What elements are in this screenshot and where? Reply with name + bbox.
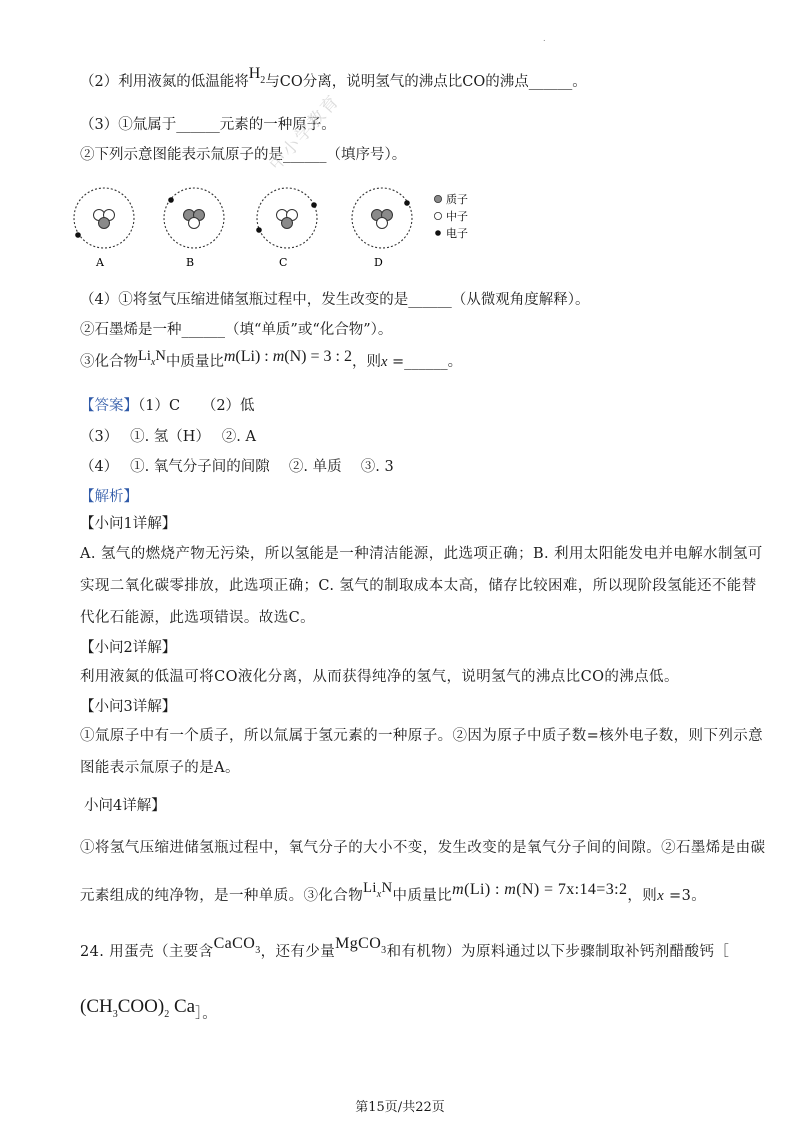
a4-pre: 元素组成的纯净物，是一种单质。③化合物 [80,888,364,904]
question-2 [80,65,587,91]
legend [434,192,468,240]
lixn-formula [138,348,166,368]
a4-value: = 7x:14=3:2 [539,881,628,898]
label-a: A [96,256,104,269]
mgco-subscript: 3 [381,945,387,956]
formula-part-a: (CH [80,996,113,1017]
subquestion-4-heading: 小问4详解】 [84,798,166,814]
label-c: C [279,256,288,269]
atom-d [352,188,412,269]
a4-m1: m [452,881,465,898]
caco3-formula [213,935,261,956]
eq-value: = 3 : 2 [306,348,352,365]
x-variable: x [380,354,388,370]
page-footer: 第15页/共22页 [355,1100,445,1115]
a4-x-variable: x [657,888,665,904]
a4-mid: 中质量比 [392,888,453,904]
q4-3-pre: ③化合物 [80,354,138,370]
watermark: 中小学教育 [265,90,345,175]
question-24-line-1 [80,935,730,961]
stray-dot: . [543,34,546,43]
answer-text-1: （1）C （2）低 [138,398,255,414]
analysis-tag: 【解析】 [80,489,138,505]
a4-x-subscript: x [376,889,382,900]
eq-m2: m [272,348,285,365]
question-4-part1: （4）①将氢气压缩进储氢瓶过程中，发生改变的是______（从微观角度解释）。 [80,292,590,308]
question-4-part2: ②石墨烯是一种______（填“单质”或“化合物”）。 [80,322,393,338]
atom-a [74,188,134,269]
q2-text-pre: （2）利用液氮的低温能将 [80,74,249,90]
answer-tag: 【答案】 [80,398,138,414]
analysis-4-line-1: ①将氢气压缩进储氢瓶过程中，氧气分子的大小不变，发生改变的是氧气分子间的间隙。②石墨烯是由碳 [80,840,766,856]
answer-line-1 [80,398,255,415]
n-symbol: N [155,348,166,364]
subquestion-2-heading: 【小问2详解】 [80,640,177,656]
x-subscript: x [150,357,156,368]
a4-end: =3。 [664,888,707,904]
q24-pre: 24. 用蛋壳（主要含 [80,944,214,960]
formula-sub-1: 3 [112,1009,118,1020]
a4-n: (N) [516,881,540,898]
a4-li: (Li) [464,881,491,898]
analysis-1-line-3: 代化石能源，此选项错误。故选C。 [80,610,315,626]
neutron-legend-icon [434,212,441,219]
h2-formula [248,65,266,86]
atom-b [164,188,224,269]
analysis-2-line-1: 利用液氮的低温可将CO液化分离，从而获得纯净的氢气，说明氢气的沸点比CO的沸点低。 [80,669,679,685]
label-d: D [374,256,383,269]
a4-then: ，则 [627,888,658,904]
question-3-part2: ②下列示意图能表示氚原子的是______（填序号）。 [80,147,407,163]
answer-line-3: （4） ①. 氧气分子间的间隙 ②. 单质 ③. 3 [80,459,394,475]
eq-li: (Li) [235,348,261,365]
a4-n-symbol: N [381,880,393,896]
question-24-line-2 [80,996,217,1022]
proton-legend-icon [434,195,441,202]
q24-close: ］。 [195,1006,217,1022]
atom-c [256,188,317,269]
q4-3-mid: 中质量比 [165,354,224,370]
formula-sub-2: 2 [164,1009,170,1020]
eq-colon: : [260,348,273,365]
caco-symbol: CaCO [213,935,256,952]
answer-line-2: （3） ①. 氢（H） ②. A [80,429,256,445]
li-symbol: Li [138,348,151,364]
analysis-1-line-1: A. 氢气的燃烧产物无污染，所以氢能是一种清洁能源，此选项正确；B. 利用太阳能发电并电解水制氢可 [80,546,763,562]
caco-subscript: 3 [255,945,261,956]
a4-lixn-formula [363,880,393,900]
legend-neutron: 中子 [446,210,468,223]
a4-colon: : [490,881,505,898]
question-4-part3 [80,348,463,371]
analysis-3-line-2: 图能表示氚原子的是A。 [80,760,240,776]
q24-mid: ，还有少量 [260,944,336,960]
a4-li-symbol: Li [363,880,377,896]
legend-proton: 质子 [446,193,468,206]
eq-n: (N) [284,348,307,365]
mgco3-formula [335,935,387,956]
h2-symbol: H [248,65,261,82]
analysis-3-line-1: ①氚原子中有一个质子，所以氚属于氢元素的一种原子。②因为原子中质子数=核外电子数，则下列示意 [80,728,764,744]
q4-3-end: =______。 [387,354,463,370]
label-b: B [186,256,195,269]
question-3-part1: （3）①氚属于______元素的一种原子。 [80,117,336,133]
q24-post: 和有机物）为原料通过以下步骤制取补钙剂醋酸钙［ [386,944,730,960]
analysis-1-line-2: 实现二氧化碳零排放，此选项正确；C. 氢气的制取成本太高，储存比较困难，所以现阶段氢能还不能替 [80,578,757,594]
a4-mass-ratio-equation [452,881,627,898]
q4-3-then: ，则 [351,354,381,370]
a4-m2: m [504,881,517,898]
h2-subscript: 2 [260,75,266,86]
analysis-4-line-2 [80,880,707,905]
mass-ratio-equation [224,348,352,365]
formula-part-b: COO) [117,996,165,1017]
eq-m1: m [223,348,236,365]
electron-legend-icon [435,230,441,236]
mgco-symbol: MgCO [335,935,382,952]
legend-electron: 电子 [446,227,468,240]
formula-part-c: Ca [169,996,196,1017]
atom-diagram-figure [62,183,482,278]
q2-text-post: 与CO分离，说明氢气的沸点比CO的沸点______。 [265,74,587,90]
subquestion-1-heading: 【小问1详解】 [80,516,177,532]
calcium-acetate-formula [80,996,196,1020]
subquestion-3-heading: 【小问3详解】 [80,699,177,715]
